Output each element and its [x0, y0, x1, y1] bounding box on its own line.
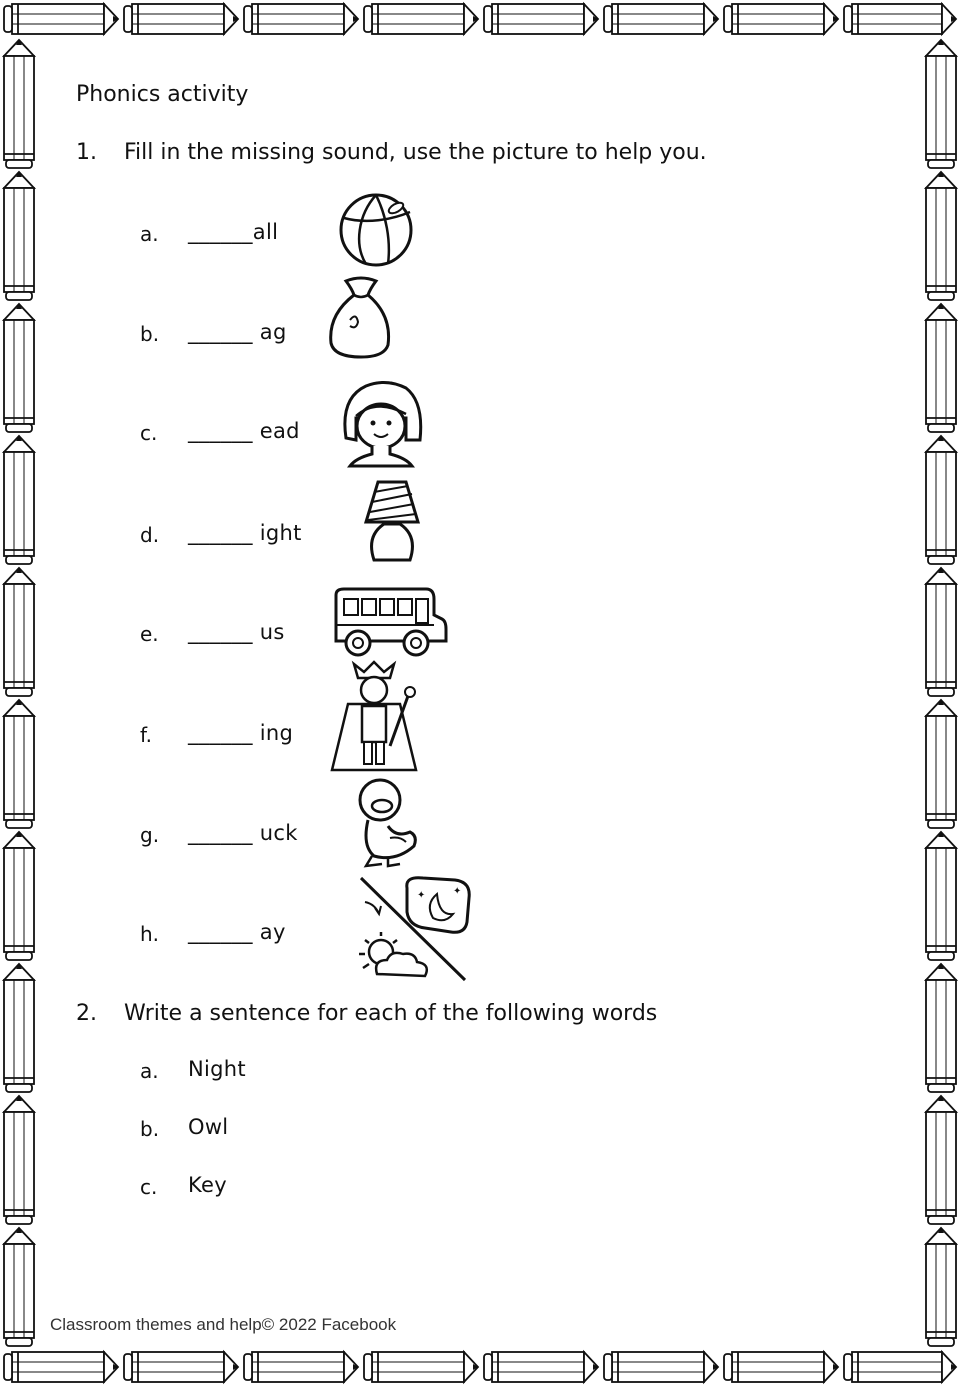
pencil-decoration [926, 1096, 956, 1224]
pencil-decoration [124, 1352, 238, 1382]
q1-item-h-word: ______ ay [188, 920, 286, 944]
pencil-decoration [4, 1228, 34, 1346]
pencil-decoration [926, 700, 956, 828]
q1-item-f-letter: f. [140, 723, 152, 747]
pencil-decoration [926, 964, 956, 1092]
q2-item-a-word: Night [188, 1057, 246, 1081]
pencil-decoration [724, 4, 838, 34]
question-2-text: Write a sentence for each of the following words [124, 1001, 658, 1026]
pencil-decoration [4, 700, 34, 828]
q1-item-f-word: ______ ing [188, 721, 294, 745]
q1-item-b-letter: b. [140, 322, 160, 346]
pencil-decoration [926, 40, 956, 168]
q1-item-c-letter: c. [140, 421, 158, 445]
q1-item-e-letter: e. [140, 622, 159, 646]
q2-item-a-letter: a. [140, 1059, 159, 1083]
q1-item-d-letter: d. [140, 523, 160, 547]
pencil-decoration [926, 832, 956, 960]
pencil-decoration [244, 1352, 358, 1382]
q1-item-d-word: ______ ight [188, 521, 302, 545]
pencil-decoration [4, 964, 34, 1092]
svg-text:✦: ✦ [453, 886, 462, 897]
question-2-number: 2. [76, 1001, 97, 1026]
pencil-decoration [4, 1096, 34, 1224]
pencil-decoration [926, 1228, 956, 1346]
q1-item-a-letter: a. [140, 222, 159, 246]
pencil-decoration [4, 568, 34, 696]
q1-item-g-word: ______ uck [188, 821, 298, 845]
q2-item-c-letter: c. [140, 1175, 158, 1199]
pencil-decoration [484, 1352, 598, 1382]
pencil-decoration [4, 172, 34, 300]
q2-item-b-word: Owl [188, 1115, 229, 1139]
pencil-decoration [364, 4, 478, 34]
footer-credit: Classroom themes and help© 2022 Facebook [50, 1315, 397, 1334]
question-1-number: 1. [76, 140, 97, 165]
pencil-decoration [4, 1352, 118, 1382]
pencil-decoration [926, 436, 956, 564]
question-1-text: Fill in the missing sound, use the picture to help you. [124, 140, 707, 165]
pencil-decoration [484, 4, 598, 34]
bus-icon [330, 585, 448, 660]
pencil-decoration [364, 1352, 478, 1382]
q1-item-g-letter: g. [140, 823, 160, 847]
duck-icon [352, 776, 422, 868]
pencil-decoration [724, 1352, 838, 1382]
lamp-icon [362, 478, 422, 568]
q1-item-c-word: ______ ead [188, 419, 300, 443]
pencil-decoration [244, 4, 358, 34]
pencil-decoration [926, 568, 956, 696]
ball-icon [336, 190, 416, 270]
pencil-decoration [124, 4, 238, 34]
q1-item-b-word: ______ ag [188, 320, 287, 344]
head-icon [336, 378, 426, 468]
pencil-decoration [4, 4, 118, 34]
day-night-icon [355, 874, 475, 984]
svg-text:✦: ✦ [417, 890, 426, 901]
pencil-decoration [4, 436, 34, 564]
pencil-decoration [604, 4, 718, 34]
pencil-decoration [844, 1352, 956, 1382]
pencil-decoration [4, 832, 34, 960]
pencil-decoration [926, 304, 956, 432]
pencil-decoration [4, 40, 34, 168]
pencil-decoration [604, 1352, 718, 1382]
q1-item-a-word: ______all [188, 220, 279, 244]
q1-item-h-letter: h. [140, 922, 160, 946]
q2-item-b-letter: b. [140, 1117, 160, 1141]
pencil-decoration [926, 172, 956, 300]
bag-icon [326, 275, 396, 360]
pencil-decoration [4, 304, 34, 432]
q2-item-c-word: Key [188, 1173, 227, 1197]
page-title: Phonics activity [76, 82, 249, 107]
king-icon [328, 660, 420, 778]
q1-item-e-word: ______ us [188, 620, 285, 644]
pencil-decoration [844, 4, 956, 34]
